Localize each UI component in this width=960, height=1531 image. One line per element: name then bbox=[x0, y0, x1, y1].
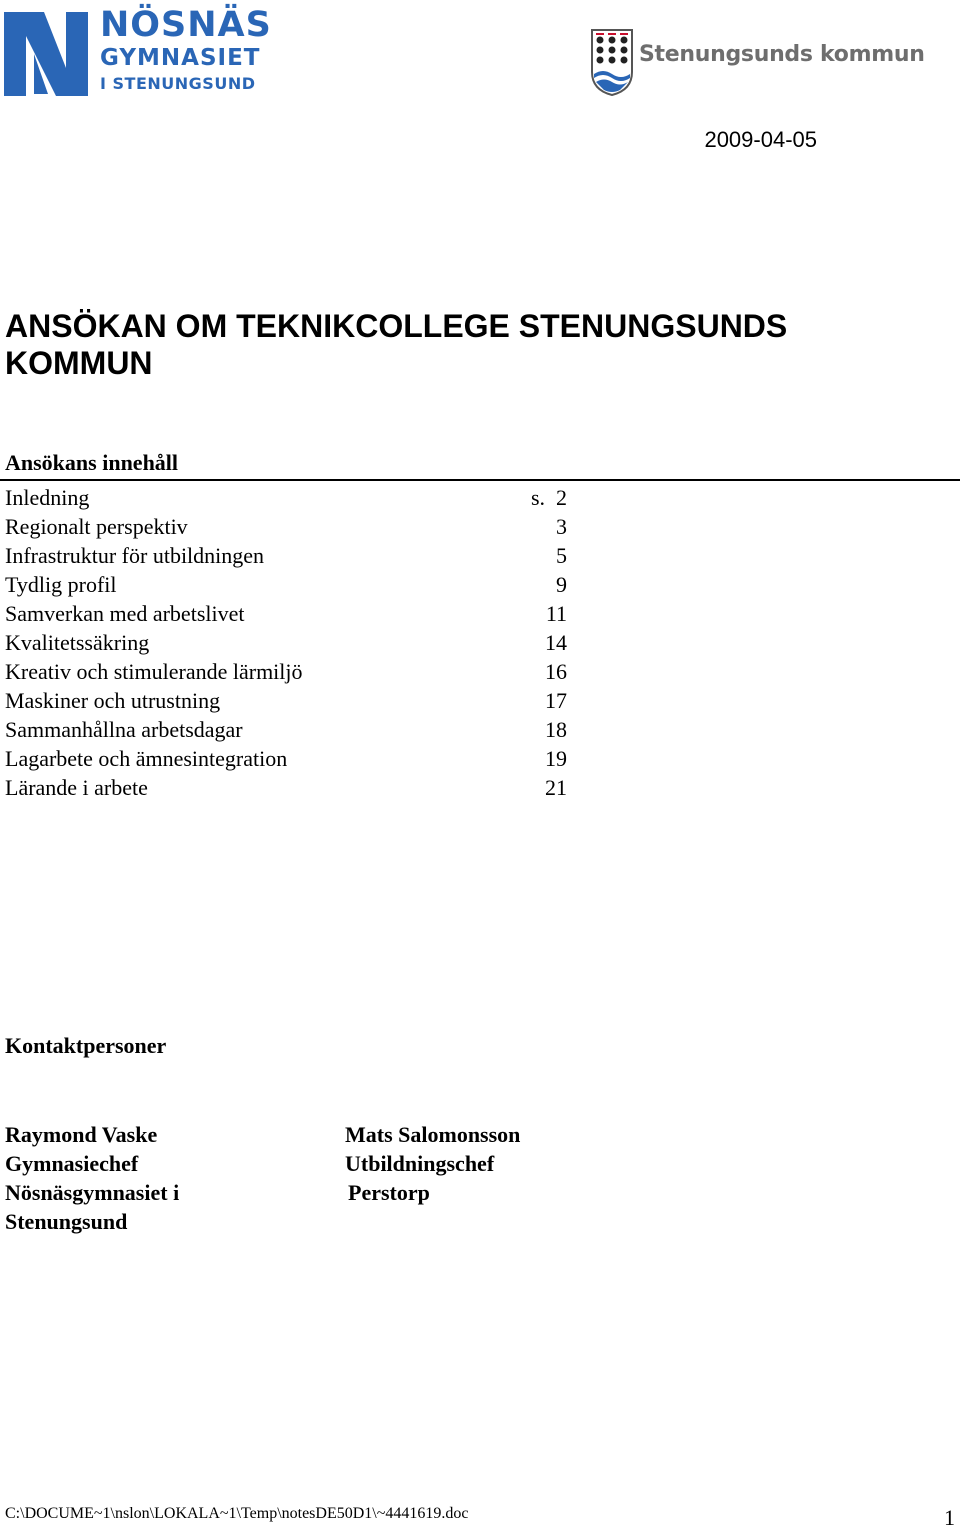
toc-item-label: Samverkan med arbetslivet bbox=[5, 601, 245, 626]
toc-item-tydlig-profil bbox=[5, 570, 567, 599]
school-logo-line1: NÖSNÄS bbox=[100, 5, 272, 45]
contact-name: Raymond Vaske bbox=[5, 1122, 158, 1147]
toc-item-page: 18 bbox=[545, 717, 567, 742]
contact-org: Perstorp bbox=[348, 1180, 430, 1205]
toc-item-label: Sammanhållna arbetsdagar bbox=[5, 717, 243, 742]
toc-item-label: Maskiner och utrustning bbox=[5, 688, 221, 713]
toc-item-larande-i-arbete bbox=[5, 773, 567, 802]
school-logo-line3: I STENUNGSUND bbox=[100, 74, 256, 93]
contact-right bbox=[345, 1120, 520, 1207]
municipality-shield-icon bbox=[590, 28, 634, 96]
contact-name: Mats Salomonsson bbox=[345, 1122, 521, 1147]
document-date: 2009-04-05 bbox=[704, 127, 817, 152]
toc-item-label: Kvalitetssäkring bbox=[5, 630, 150, 655]
toc-item-label: Lagarbete och ämnesintegration bbox=[5, 746, 288, 771]
toc-item-page: 11 bbox=[545, 601, 567, 626]
municipality-logo bbox=[590, 28, 925, 98]
toc-item-page: 5 bbox=[556, 543, 567, 568]
nosnas-n-logo-icon bbox=[4, 6, 94, 96]
toc-item-label: Lärande i arbete bbox=[5, 775, 148, 800]
page-number: 1 bbox=[944, 1505, 955, 1530]
toc-item-arbetsdagar bbox=[5, 715, 567, 744]
toc-item-maskiner bbox=[5, 686, 567, 715]
toc-item-label: Regionalt perspektiv bbox=[5, 514, 188, 539]
contact-role: Utbildningschef bbox=[345, 1151, 495, 1176]
contact-left bbox=[5, 1120, 179, 1236]
toc-item-page: 19 bbox=[545, 746, 567, 771]
table-of-contents bbox=[5, 483, 567, 802]
toc-item-page: 16 bbox=[545, 659, 567, 684]
toc-item-larmiljo bbox=[5, 657, 567, 686]
toc-item-inledning bbox=[5, 483, 567, 512]
toc-item-infrastruktur bbox=[5, 541, 567, 570]
contacts-heading: Kontaktpersoner bbox=[5, 1033, 167, 1058]
toc-heading: Ansökans innehåll bbox=[5, 450, 179, 475]
toc-item-label: Inledning bbox=[5, 485, 90, 510]
toc-item-kvalitetssakring bbox=[5, 628, 567, 657]
toc-item-regionalt-perspektiv bbox=[5, 512, 567, 541]
toc-item-samverkan bbox=[5, 599, 567, 628]
toc-item-page: 17 bbox=[545, 688, 567, 713]
toc-item-label: Infrastruktur för utbildningen bbox=[5, 543, 265, 568]
toc-item-label: Tydlig profil bbox=[5, 572, 117, 597]
toc-item-page: 14 bbox=[545, 630, 567, 655]
toc-item-page: 21 bbox=[545, 775, 567, 800]
toc-divider bbox=[0, 479, 960, 481]
toc-item-page: 3 bbox=[556, 514, 567, 539]
municipality-name: Stenungsunds kommun bbox=[639, 42, 925, 67]
contact-org-line2: Stenungsund bbox=[5, 1209, 128, 1234]
contact-org-line1: Nösnäsgymnasiet i bbox=[5, 1180, 180, 1205]
toc-item-page: 9 bbox=[556, 572, 567, 597]
toc-item-label: Kreativ och stimulerande lärmiljö bbox=[5, 659, 303, 684]
school-logo bbox=[4, 6, 294, 98]
footer-file-path: C:\DOCUME~1\nslon\LOKALA~1\Temp\notesDE50D1\~4441619.doc bbox=[5, 1505, 469, 1522]
toc-item-page: s. 2 bbox=[530, 485, 567, 510]
toc-item-lagarbete bbox=[5, 744, 567, 773]
contact-role: Gymnasiechef bbox=[5, 1151, 139, 1176]
page-title: ANSÖKAN OM TEKNIKCOLLEGE STENUNGSUNDS KOMMUN bbox=[5, 308, 788, 381]
school-logo-line2: GYMNASIET bbox=[100, 45, 261, 71]
